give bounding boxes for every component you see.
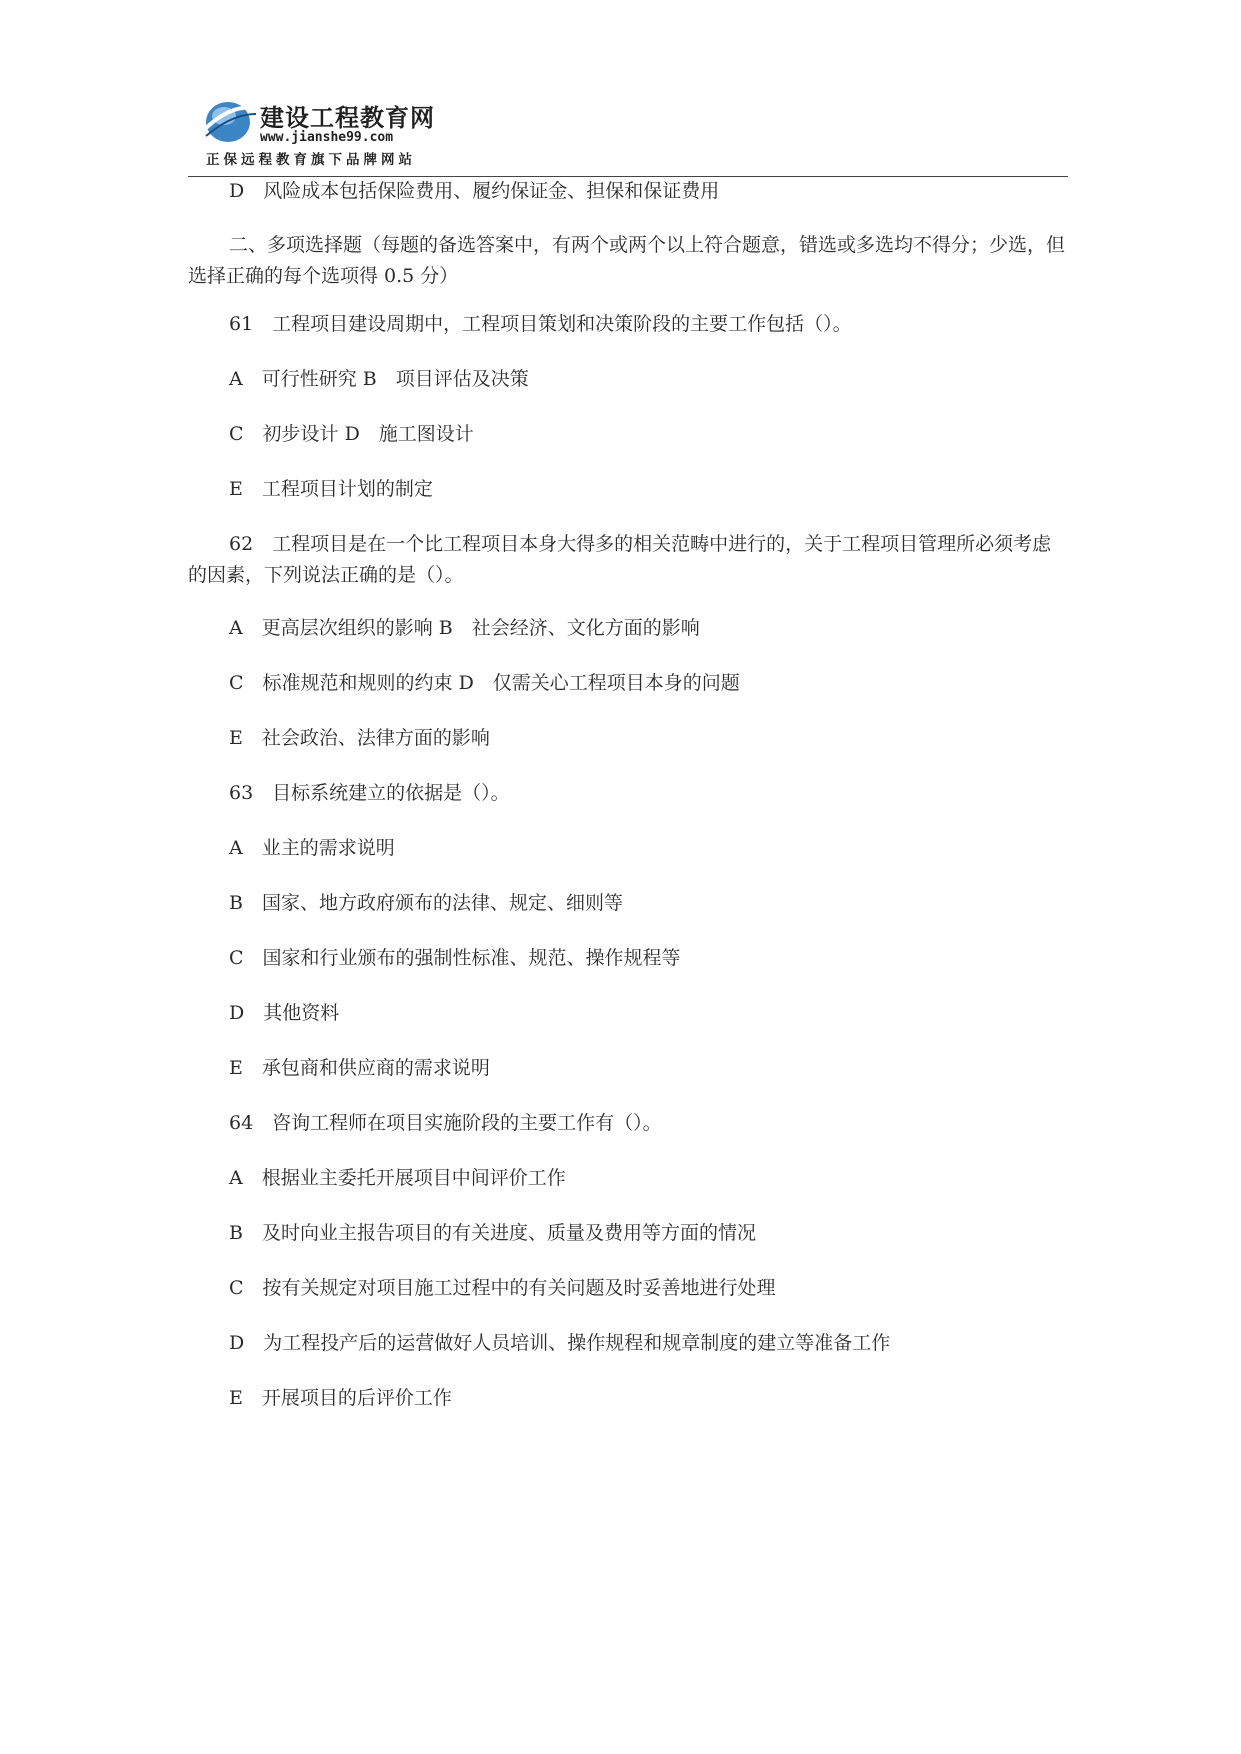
brand-slogan: 正保远程教育旗下品牌网站 [206,152,416,168]
brand-title: 建设工程教育网 [260,104,435,132]
option-line: C 初步设计 D 施工图设计 [229,423,474,445]
option-line: A 根据业主委托开展项目中间评价工作 [229,1167,566,1189]
option-line: E 开展项目的后评价工作 [229,1387,452,1409]
question-63: 63 目标系统建立的依据是（）。 [229,782,510,804]
option-line: B 国家、地方政府颁布的法律、规定、细则等 [229,892,623,914]
question-61: 61 工程项目建设周期中，工程项目策划和决策阶段的主要工作包括（）。 [229,313,852,335]
option-line: D 风险成本包括保险费用、履约保证金、担保和保证费用 [229,180,720,202]
option-line: A 可行性研究 B 项目评估及决策 [229,368,529,390]
brand-url: www.jianshe99.com [260,130,394,145]
globe-arc-icon [202,96,258,146]
question-62: 62 工程项目是在一个比工程项目本身大得多的相关范畴中进行的，关于工程项目管理所必须考虑的因素，下列说法正确的是（）。 [188,533,1052,586]
question-64: 64 咨询工程师在项目实施阶段的主要工作有（）。 [229,1112,662,1134]
option-line: D 为工程投产后的运营做好人员培训、操作规程和规章制度的建立等准备工作 [229,1332,891,1354]
option-line: C 标准规范和规则的约束 D 仅需关心工程项目本身的问题 [229,672,740,694]
option-line: E 社会政治、法律方面的影响 [229,727,490,749]
section-heading: 二、多项选择题（每题的备选答案中，有两个或两个以上符合题意，错选或多选均不得分；少选，但选择正确的每个选项得 0.5 分） [188,234,1066,287]
option-line: B 及时向业主报告项目的有关进度、质量及费用等方面的情况 [229,1222,756,1244]
option-line: E 工程项目计划的制定 [229,478,433,500]
option-line: C 按有关规定对项目施工过程中的有关问题及时妥善地进行处理 [229,1277,776,1299]
option-line: D 其他资料 [229,1002,340,1024]
option-line: A 更高层次组织的影响 B 社会经济、文化方面的影响 [229,617,700,639]
option-line: E 承包商和供应商的需求说明 [229,1057,490,1079]
page-header [188,92,1068,177]
option-line: C 国家和行业颁布的强制性标准、规范、操作规程等 [229,947,681,969]
option-line: A 业主的需求说明 [229,837,395,859]
